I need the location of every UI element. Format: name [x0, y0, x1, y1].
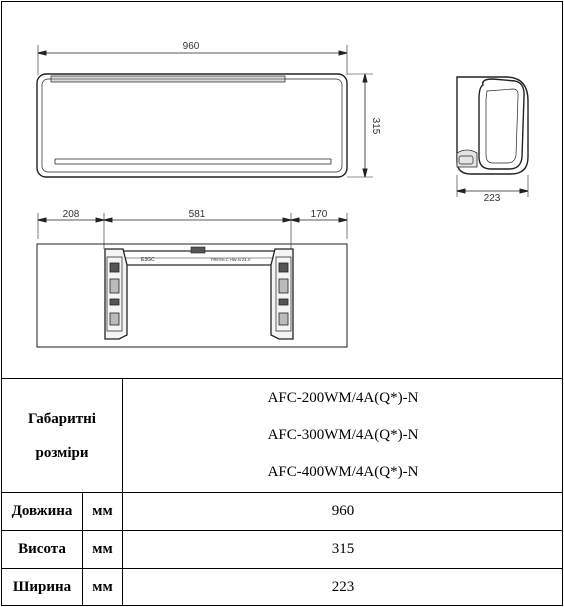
header-label-line2: розміри: [35, 444, 89, 461]
model-name: AFC-400WM/4A(Q*)-N: [267, 464, 419, 480]
front-height-dimension: 315: [370, 117, 381, 135]
row-unit-width: мм: [92, 579, 113, 595]
row-unit-length: мм: [92, 503, 113, 519]
model-name: AFC-300WM/4A(Q*)-N: [267, 427, 419, 443]
row-label-width: Ширина: [12, 579, 72, 595]
row-value-width: 223: [331, 579, 355, 595]
bracket-left-dimension: 208: [62, 209, 80, 220]
bracket-label-a: E3GC: [141, 257, 155, 263]
row-value-height: 315: [331, 541, 355, 557]
row-value-length: 960: [331, 503, 355, 519]
bracket-right-dimension: 170: [310, 209, 328, 220]
outer-border: [1, 1, 563, 606]
row-unit-height: мм: [92, 541, 113, 557]
header-label-line1: Габаритні: [28, 410, 96, 427]
side-depth-dimension: 223: [483, 193, 501, 204]
bracket-label-b: FRESH-C HW-N Z4-V: [211, 257, 251, 262]
model-name: AFC-200WM/4A(Q*)-N: [267, 390, 419, 406]
row-label-height: Висота: [18, 541, 66, 557]
front-width-dimension: 960: [182, 41, 200, 52]
row-label-length: Довжина: [11, 503, 73, 519]
bracket-center-dimension: 581: [188, 209, 206, 220]
